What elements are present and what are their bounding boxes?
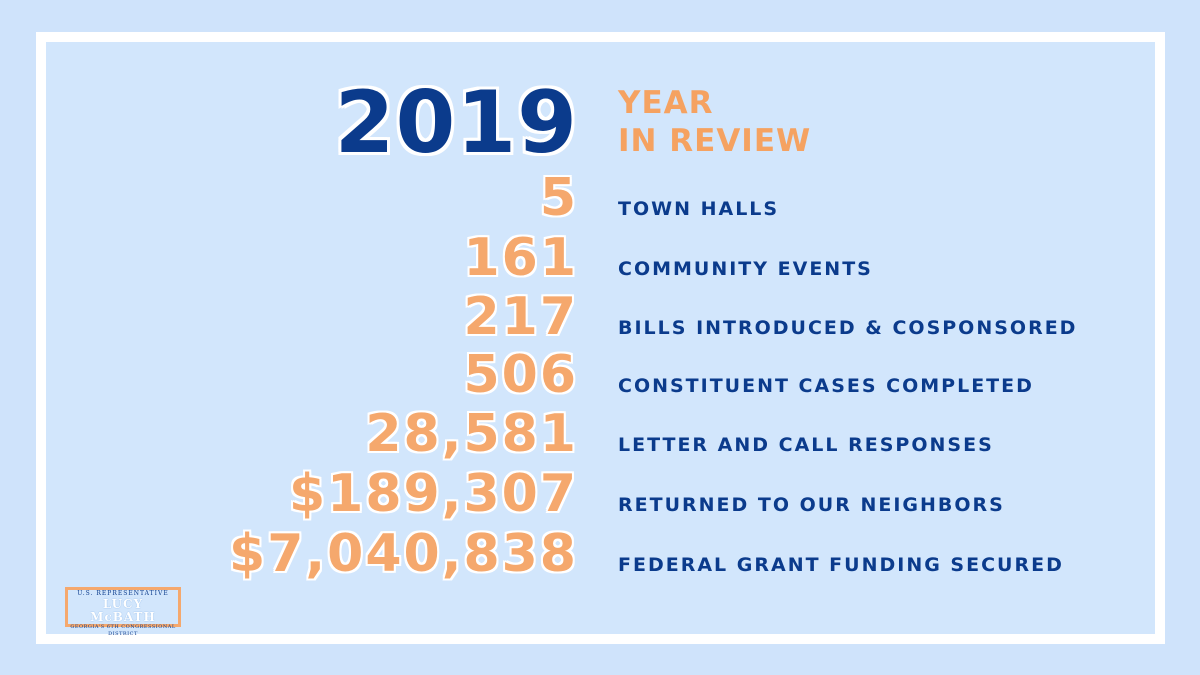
- stat-value: 5: [539, 168, 578, 228]
- stat-row-grant-funding: [46, 524, 1155, 584]
- logo-top-text: U.S. REPRESENTATIVE: [77, 590, 169, 597]
- stat-label: LETTER AND CALL RESPONSES: [618, 434, 994, 456]
- stat-value: 161: [463, 228, 578, 288]
- card-frame: [36, 32, 1165, 644]
- stat-row-bills: [46, 287, 1155, 347]
- stat-value: 28,581: [365, 404, 578, 464]
- stat-row-town-halls: [46, 168, 1155, 228]
- stat-value: 506: [463, 345, 578, 405]
- stat-row-responses: [46, 404, 1155, 464]
- year-heading: 2019: [334, 73, 578, 173]
- stat-label: BILLS INTRODUCED & COSPONSORED: [618, 317, 1078, 339]
- title-line-2: IN REVIEW: [618, 123, 812, 159]
- stat-value: 217: [463, 287, 578, 347]
- stat-value: $189,307: [288, 464, 578, 524]
- stat-value: $7,040,838: [229, 524, 578, 584]
- logo-name-text: LUCY McBATH: [90, 597, 156, 624]
- logo-bottom-text: GEORGIA'S 6TH CONGRESSIONAL DISTRICT: [70, 624, 176, 637]
- stat-label: TOWN HALLS: [618, 198, 780, 220]
- title-line-1: YEAR: [618, 85, 714, 121]
- stat-label: FEDERAL GRANT FUNDING SECURED: [618, 554, 1064, 576]
- stat-label: CONSTITUENT CASES COMPLETED: [618, 375, 1034, 397]
- stat-label: COMMUNITY EVENTS: [618, 258, 873, 280]
- stat-label: RETURNED TO OUR NEIGHBORS: [618, 494, 1005, 516]
- year-in-review-title: [618, 84, 811, 160]
- card-content: [46, 42, 1155, 637]
- stat-row-cases: [46, 345, 1155, 405]
- stat-row-community-events: [46, 228, 1155, 288]
- representative-logo: [65, 587, 181, 637]
- stat-row-returned: [46, 464, 1155, 524]
